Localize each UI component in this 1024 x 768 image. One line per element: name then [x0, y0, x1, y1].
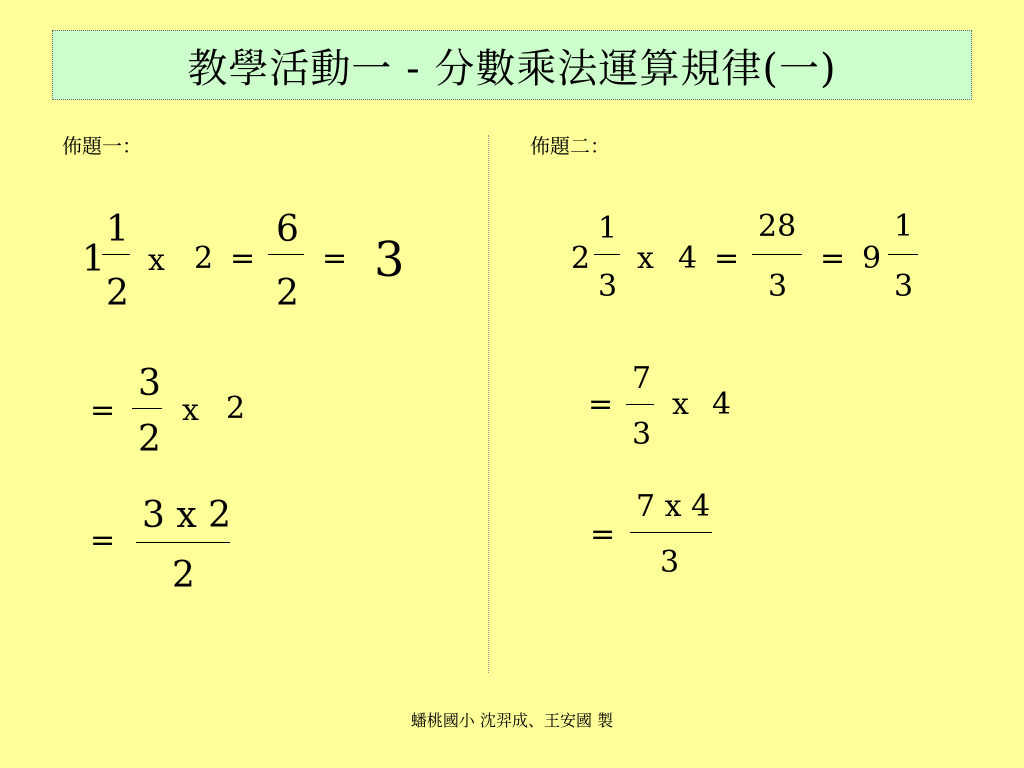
times-sign: x: [672, 387, 689, 422]
slide-footer-credit: 蟠桃國小 沈羿成、王安國 製: [410, 711, 614, 730]
fraction-bar: [626, 404, 654, 405]
times-sign: x: [148, 243, 165, 278]
result-denominator: 2: [276, 273, 299, 314]
equals-sign-2: =: [820, 241, 846, 276]
problem1-heading: 佈題一：: [62, 134, 142, 158]
fraction-numerator: 3 x 2: [142, 495, 231, 536]
fraction-numerator: 7 x 4: [636, 489, 711, 524]
fraction-numerator: 1: [106, 209, 129, 250]
fraction-bar: [102, 254, 130, 255]
fraction-denominator: 3: [632, 417, 652, 452]
column-divider: [488, 135, 489, 673]
fraction-bar: [594, 254, 620, 255]
equals-sign: =: [90, 523, 116, 558]
equals-sign: =: [90, 393, 116, 428]
fraction-bar: [132, 408, 162, 409]
factor: 4: [712, 387, 732, 422]
equals-sign: =: [230, 241, 256, 276]
mixed-result-fraction-bar: [888, 254, 918, 255]
times-sign: x: [182, 393, 199, 428]
result-numerator: 28: [758, 209, 797, 244]
slide-title-box: [52, 30, 972, 100]
problem2-heading: 佈題二：: [530, 134, 610, 158]
final-result: 3: [374, 232, 405, 288]
fraction-denominator: 2: [106, 273, 129, 314]
fraction-numerator: 3: [138, 363, 161, 404]
equals-sign: =: [588, 387, 614, 422]
equals-sign: =: [714, 241, 740, 276]
fraction-denominator: 3: [598, 269, 618, 304]
factor: 2: [226, 391, 246, 426]
times-sign: x: [637, 241, 654, 276]
mixed-whole: 2: [571, 241, 591, 276]
fraction-bar: [136, 542, 230, 543]
fraction-numerator: 1: [598, 211, 618, 246]
factor: 2: [194, 241, 214, 276]
equals-sign: =: [590, 517, 616, 552]
equals-sign-2: =: [322, 241, 348, 276]
fraction-numerator: 7: [632, 361, 652, 396]
result-fraction-bar: [268, 254, 304, 255]
result-numerator: 6: [276, 209, 299, 250]
factor: 4: [678, 241, 698, 276]
mixed-result-numerator: 1: [894, 209, 914, 244]
mixed-result-whole: 9: [862, 241, 882, 276]
fraction-denominator: 2: [172, 555, 195, 596]
mixed-result-denominator: 3: [894, 269, 914, 304]
fraction-denominator: 2: [138, 419, 161, 460]
result-fraction-bar: [752, 254, 802, 255]
fraction-bar: [630, 532, 712, 533]
result-denominator: 3: [768, 269, 788, 304]
slide-title: 教學活動一 - 分數乘法運算規律(一): [187, 45, 837, 92]
mixed-whole: 1: [82, 239, 105, 280]
fraction-denominator: 3: [660, 545, 680, 580]
